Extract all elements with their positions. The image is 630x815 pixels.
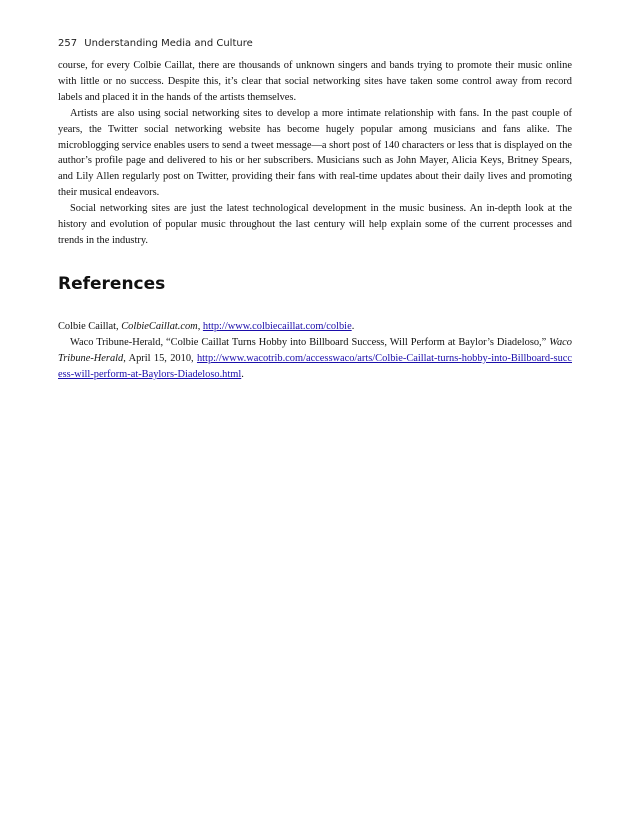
- reference-end: .: [241, 368, 244, 380]
- running-header: [58, 38, 253, 49]
- book-title: Understanding Media and Culture: [84, 38, 253, 49]
- paragraph: course, for every Colbie Caillat, there are thousands of unknown singers and bands trying to promote their music online with little or no success. Despite this, it’s clear that social networking sites have taken some control away from record labels and placed it in the hands of the artists themselves.: [58, 60, 572, 103]
- reference-item: [58, 335, 572, 383]
- reference-separator: , April 15, 2010,: [123, 352, 197, 364]
- paragraph: Social networking sites are just the latest technological development in the music business. An in-depth look at the history and evolution of popular music throughout the last century will help explain some of the current processes and trends in the industry.: [58, 203, 572, 246]
- page-number: 257: [58, 38, 78, 49]
- reference-title: ColbieCaillat.com: [121, 321, 198, 332]
- reference-link[interactable]: http://www.colbiecaillat.com/colbie: [202, 321, 352, 332]
- reference-item: [58, 319, 572, 335]
- reference-link[interactable]: http://www.wacotrib.com/accesswaco/arts/Colbie-Caillat-turns-hobby-into-Billboard-success-will-perform-at-Baylors-Diadeloso.html: [58, 352, 572, 380]
- reference-author: Waco Tribune-Herald, “Colbie Caillat Turns Hobby into Billboard Success, Will Perform at Baylor’s Diadeloso,”: [70, 336, 550, 348]
- body-text: [58, 58, 572, 249]
- references-heading: References: [58, 274, 166, 294]
- reference-title: Waco Tribune-Herald: [58, 336, 572, 364]
- reference-end: .: [351, 321, 355, 332]
- paragraph: Artists are also using social networking sites to develop a more intimate relationship with fans. In the past couple of years, the Twitter social networking website has become hugely popular among musicians and fans alike. The microblogging service enables users to send a tweet message—a short post of 140 characters or less that is displayed on the author’s profile page and delivered to his or her subscribers. Musicians such as John Mayer, Alicia Keys, Britney Spears, and Lily Allen regularly post on Twitter, providing their fans with real-time updates about their daily lives and promoting their musical endeavors.: [58, 107, 572, 199]
- references-list: [58, 319, 572, 383]
- reference-separator: ,: [197, 321, 203, 332]
- reference-author: Colbie Caillat,: [58, 321, 122, 332]
